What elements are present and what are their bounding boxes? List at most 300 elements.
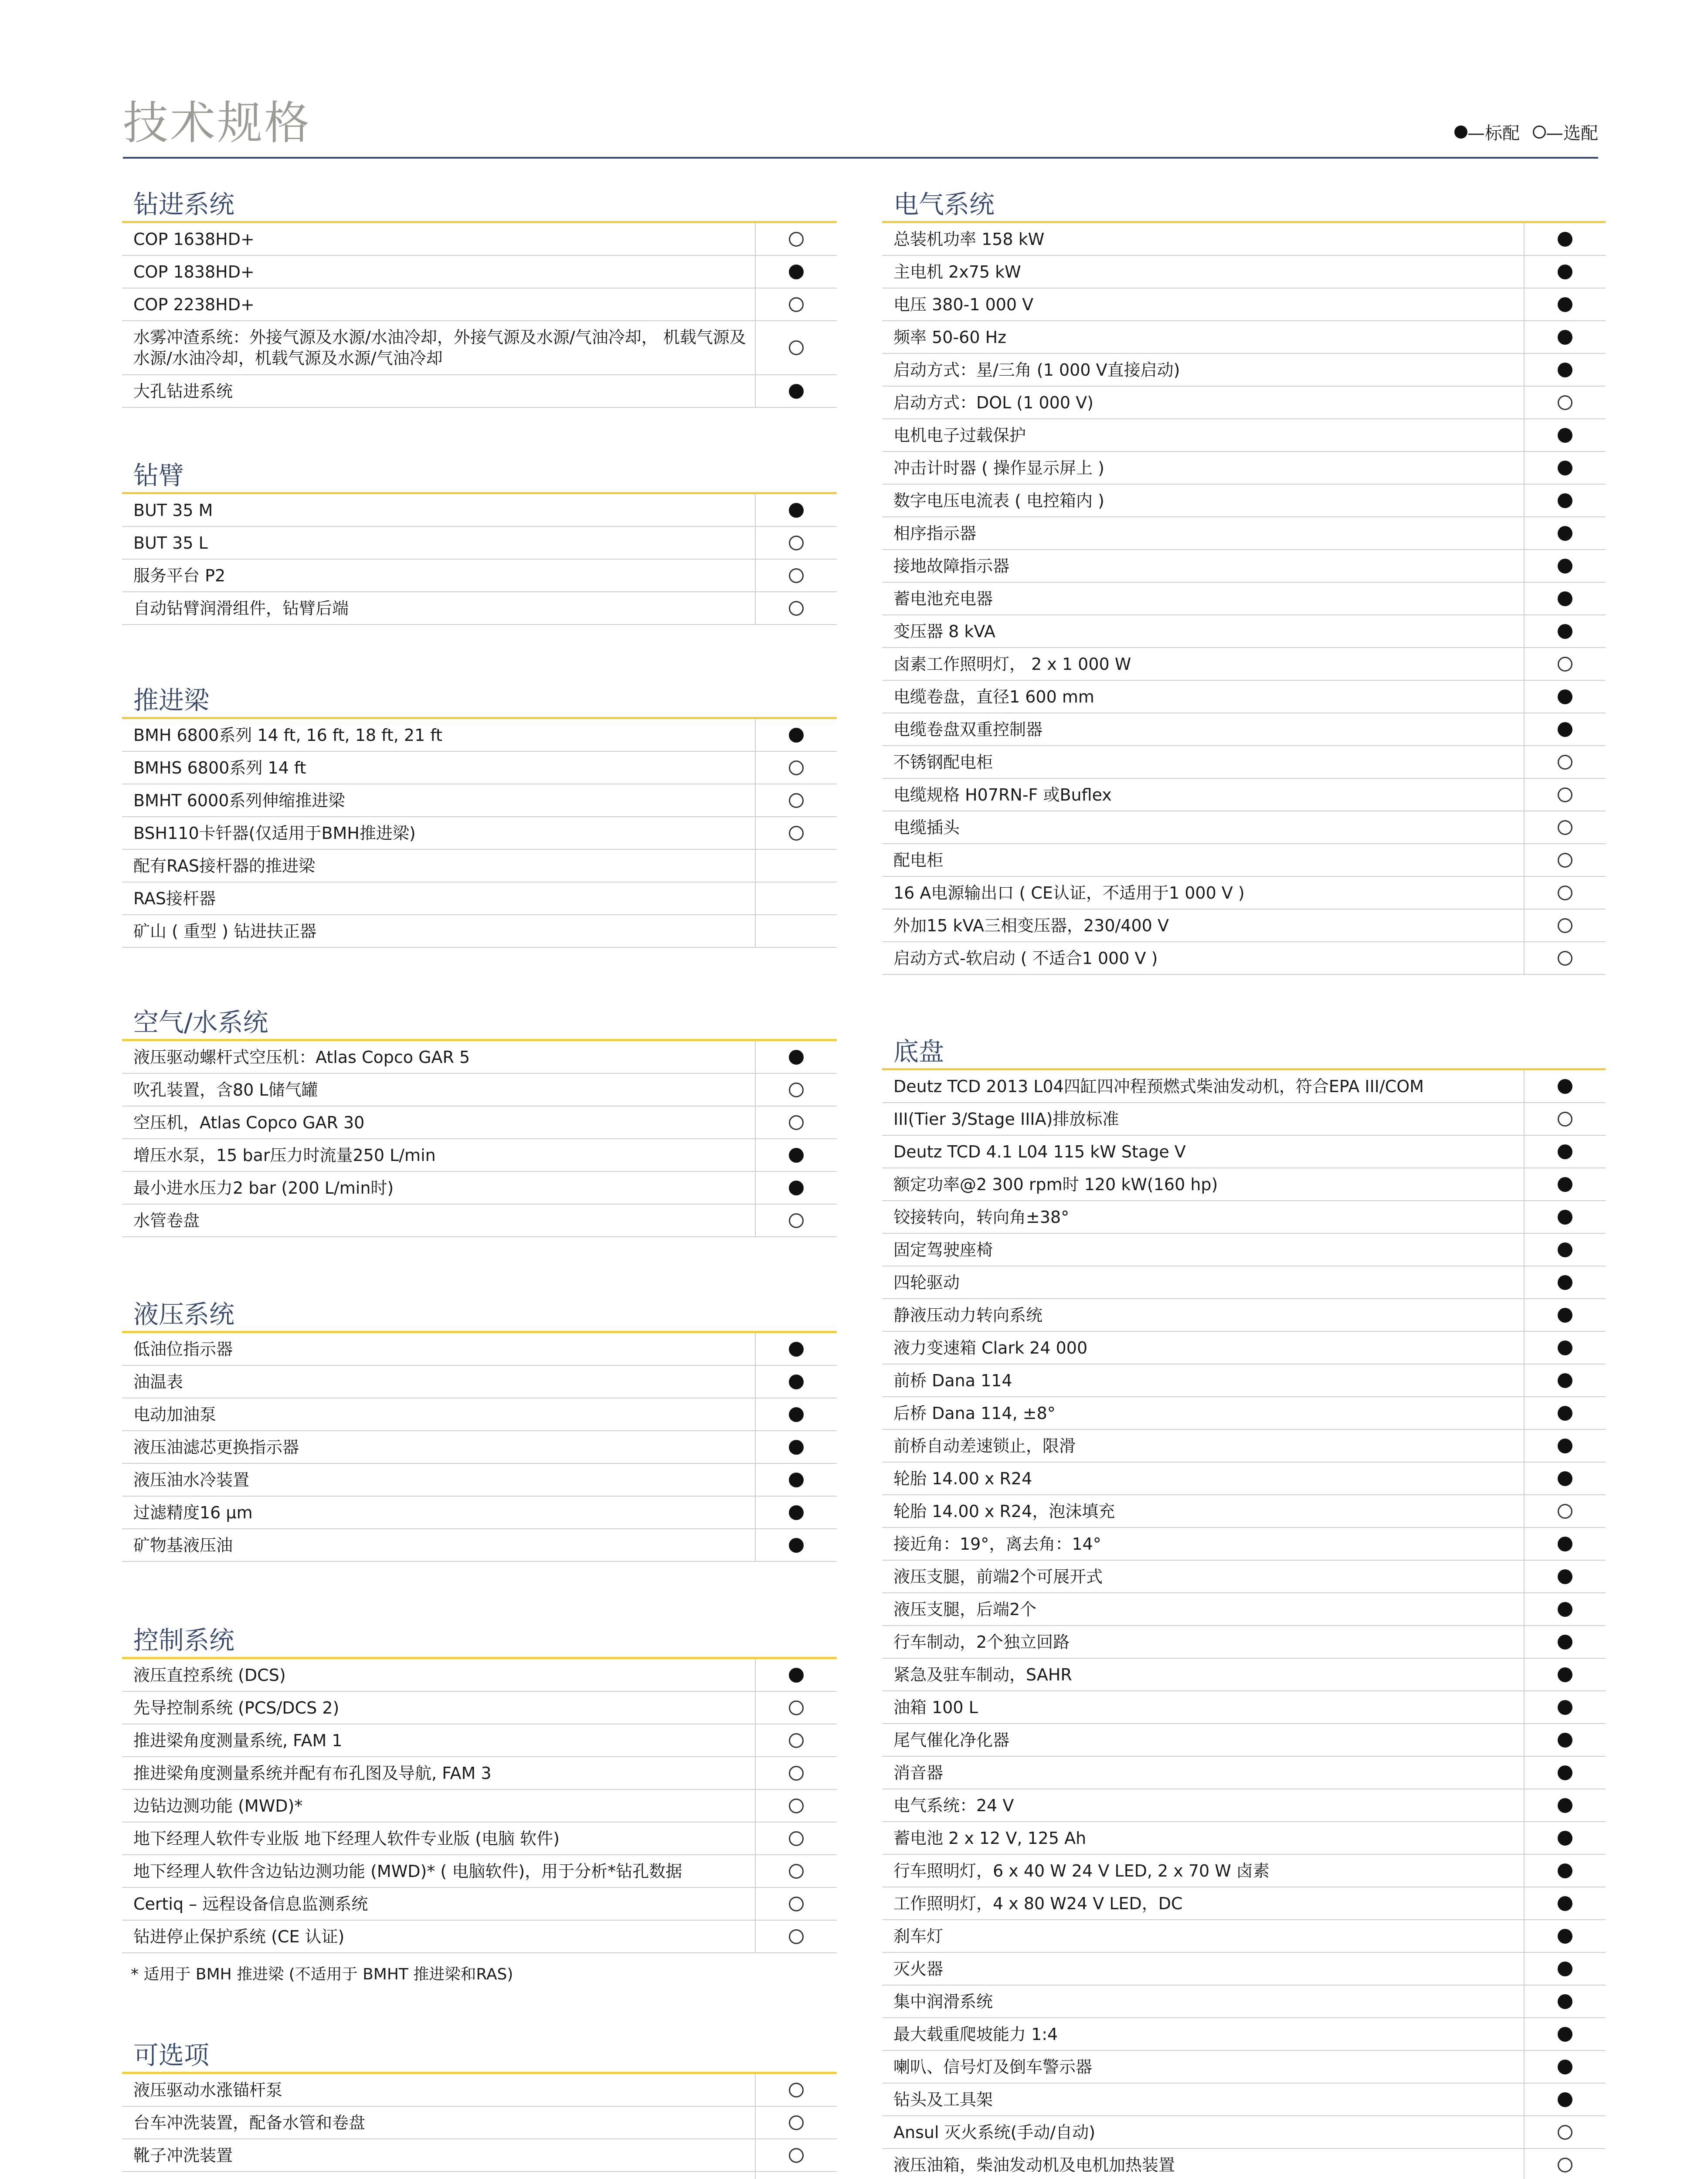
spec-row (122, 1724, 837, 1757)
spec-row (122, 1139, 837, 1172)
standard-dot-icon (1558, 1765, 1572, 1780)
spec-row (882, 419, 1606, 452)
spec-label: 推进梁角度测量系统, FAM 1 (133, 1731, 343, 1750)
optional-circle-icon (789, 760, 804, 775)
mark-cell (1524, 1332, 1606, 1364)
standard-dot-icon (1558, 1242, 1572, 1257)
spec-section (122, 684, 837, 948)
mark-cell (755, 1692, 837, 1724)
optional-circle-icon (789, 793, 804, 808)
mark-cell (1524, 288, 1606, 320)
spec-row (882, 1234, 1606, 1266)
spec-label: 集中润滑系统 (893, 1992, 993, 2011)
legend (1454, 119, 1598, 144)
spec-label: 不锈钢配电柜 (893, 752, 993, 772)
mark-cell (1524, 1103, 1606, 1135)
spec-row (882, 648, 1606, 681)
standard-dot-icon (1558, 1896, 1572, 1911)
spec-label: 配电柜 (893, 850, 944, 870)
spec-row (882, 1626, 1606, 1659)
standard-dot-icon (1558, 1667, 1572, 1682)
spec-label: 冲击计时器 ( 操作显示屏上 ) (893, 458, 1104, 478)
mark-cell (755, 1659, 837, 1691)
mark-cell (755, 817, 837, 849)
spec-label: 液压支腿，前端2个可展开式 (893, 1567, 1103, 1586)
mark-cell (1524, 550, 1606, 582)
spec-label: 电缆规格 H07RN-F 或Buflex (893, 785, 1112, 804)
section-title: 空气/水系统 (122, 1006, 837, 1041)
standard-dot-icon (1558, 1537, 1572, 1551)
mark-cell (755, 1888, 837, 1920)
standard-dot-icon (1558, 1373, 1572, 1388)
optional-circle-icon (1558, 787, 1572, 802)
mark-cell (1524, 910, 1606, 941)
spec-row (882, 844, 1606, 877)
mark-cell (755, 1106, 837, 1138)
mark-cell (755, 527, 837, 559)
spec-section (122, 188, 837, 408)
standard-dot-icon (1558, 1994, 1572, 2009)
spec-label: 电缆卷盘双重控制器 (893, 720, 1043, 739)
optional-circle-icon (789, 1083, 804, 1097)
mark-cell (1524, 1266, 1606, 1298)
standard-dot-icon (1558, 493, 1572, 508)
mark-cell (755, 1823, 837, 1854)
spec-row (882, 1136, 1606, 1168)
standard-dot-icon (1558, 1929, 1572, 1944)
standard-dot-icon (789, 1440, 804, 1455)
spec-label: BMHT 6000系列伸缩推进梁 (133, 791, 345, 810)
legend-standard-label: —标配 (1467, 123, 1520, 143)
spec-row (122, 256, 837, 288)
section-title: 电气系统 (882, 188, 1606, 223)
spec-label: 蓄电池充电器 (893, 589, 993, 608)
spec-section (882, 188, 1606, 975)
spec-row (882, 1103, 1606, 1136)
standard-dot-icon (1558, 1275, 1572, 1290)
spec-label: 启动方式：星/三角 (1 000 V直接启动) (893, 360, 1180, 380)
mark-cell (1524, 2051, 1606, 2083)
spec-label: 液力变速箱 Clark 24 000 (893, 1338, 1088, 1358)
standard-dot-icon (1558, 297, 1572, 312)
optional-circle-icon (1558, 918, 1572, 933)
spec-section (122, 459, 837, 625)
spec-label: 大孔钻进系统 (133, 381, 233, 401)
mark-cell (755, 752, 837, 784)
mark-cell (1524, 1626, 1606, 1658)
spec-label: 工作照明灯，4 x 80 W24 V LED，DC (893, 1894, 1183, 1913)
mark-cell (1524, 354, 1606, 386)
mark-cell (1524, 2018, 1606, 2050)
spec-label: 电动加油泵 (133, 1405, 217, 1424)
mark-cell (755, 256, 837, 288)
standard-dot-icon (1558, 1700, 1572, 1715)
optional-circle-icon (1558, 951, 1572, 966)
mark-cell (1524, 2084, 1606, 2115)
standard-dot-icon (1558, 232, 1572, 247)
spec-row (882, 746, 1606, 779)
standard-dot-icon (1558, 1831, 1572, 1846)
spec-label: 刹车灯 (893, 1926, 944, 1946)
mark-cell (1524, 1822, 1606, 1854)
mark-cell (1524, 1495, 1606, 1527)
mark-cell (755, 375, 837, 407)
spec-row (122, 882, 837, 915)
spec-label: 电缆卷盘，直径1 600 mm (893, 687, 1094, 706)
spec-label: Deutz TCD 4.1 L04 115 kW Stage V (893, 1142, 1186, 1161)
standard-dot-icon (1558, 363, 1572, 377)
spec-section (882, 1035, 1606, 2179)
spec-row (882, 1397, 1606, 1430)
optional-circle-icon (789, 1897, 804, 1911)
mark-cell (1524, 1920, 1606, 1952)
mark-cell (755, 321, 837, 374)
spec-row (882, 583, 1606, 615)
spec-row (122, 2172, 837, 2179)
spec-label: COP 1638HD+ (133, 229, 255, 249)
mark-cell (1524, 713, 1606, 745)
spec-row (122, 1431, 837, 1464)
spec-label: COP 2238HD+ (133, 295, 255, 314)
optional-circle-icon (789, 1766, 804, 1781)
spec-row (122, 1888, 837, 1921)
mark-cell (1524, 2116, 1606, 2148)
mark-cell (755, 494, 837, 526)
standard-dot-icon (1558, 1962, 1572, 1976)
spec-label: 轮胎 14.00 x R24 (893, 1469, 1032, 1488)
optional-circle-icon (789, 297, 804, 312)
standard-dot-icon (789, 1342, 804, 1357)
spec-label: 低油位指示器 (133, 1339, 233, 1359)
optional-circle-icon (1558, 395, 1572, 410)
mark-cell (755, 1139, 837, 1171)
spec-row (882, 1463, 1606, 1495)
spec-row (122, 1398, 837, 1431)
mark-cell (1524, 779, 1606, 811)
spec-row (122, 1757, 837, 1790)
spec-label: 液压驱动水涨锚杆泵 (133, 2080, 283, 2100)
mark-cell (755, 915, 837, 947)
mark-cell (1524, 1397, 1606, 1429)
spec-row (882, 1920, 1606, 1953)
mark-cell (755, 1041, 837, 1073)
mark-cell (755, 784, 837, 816)
spec-row (882, 1364, 1606, 1397)
spec-label: 先导控制系统 (PCS/DCS 2) (133, 1698, 340, 1717)
mark-cell (755, 1464, 837, 1496)
spec-row (882, 1855, 1606, 1887)
standard-dot-icon (789, 503, 804, 518)
standard-dot-icon (1558, 1210, 1572, 1225)
spec-row (882, 779, 1606, 811)
mark-cell (1524, 648, 1606, 680)
mark-cell (755, 1921, 837, 1952)
spec-label: 边钻边测功能 (MWD)* (133, 1796, 303, 1816)
spec-row (882, 485, 1606, 517)
optional-circle-icon (789, 1831, 804, 1846)
spec-row (882, 1789, 1606, 1822)
spec-row (122, 1659, 837, 1692)
spec-row (882, 1593, 1606, 1626)
spec-label: 四轮驱动 (893, 1273, 960, 1292)
spec-row (122, 1790, 837, 1823)
mark-cell (1524, 1528, 1606, 1560)
mark-cell (1524, 419, 1606, 451)
mark-cell (1524, 844, 1606, 876)
spec-section (122, 2039, 837, 2179)
section-title: 控制系统 (122, 1624, 837, 1659)
legend-standard (1454, 119, 1520, 144)
spec-row (122, 1497, 837, 1529)
standard-dot-icon (1558, 526, 1572, 541)
spec-label: 空压机，Atlas Copco GAR 30 (133, 1113, 365, 1132)
spec-row (882, 713, 1606, 746)
mark-cell (755, 2074, 837, 2106)
mark-cell (1524, 517, 1606, 549)
mark-cell (755, 288, 837, 320)
standard-dot-icon (1558, 1079, 1572, 1094)
spec-row (882, 1691, 1606, 1724)
spec-row (882, 1266, 1606, 1299)
mark-cell (1524, 1234, 1606, 1266)
spec-row (882, 387, 1606, 419)
spec-label: 轮胎 14.00 x R24，泡沫填充 (893, 1501, 1115, 1521)
spec-row (122, 223, 837, 256)
standard-dot-icon (789, 1538, 804, 1553)
spec-row (882, 321, 1606, 354)
standard-dot-icon (1558, 689, 1572, 704)
standard-dot-icon (1558, 330, 1572, 345)
spec-label: 卤素工作照明灯， 2 x 1 000 W (893, 654, 1131, 674)
spec-label: 主电机 2x75 kW (893, 262, 1021, 282)
spec-label: 液压油箱，柴油发动机及电机加热装置 (893, 2155, 1175, 2175)
optional-circle-icon (1558, 853, 1572, 868)
spec-label: BUT 35 M (133, 500, 213, 520)
standard-dot-icon (1558, 1439, 1572, 1453)
mark-cell (755, 1529, 837, 1561)
spec-row (122, 1041, 837, 1074)
standard-dot-icon (789, 1668, 804, 1683)
mark-cell (1524, 452, 1606, 484)
mark-cell (1524, 1659, 1606, 1690)
spec-row (122, 592, 837, 625)
spec-label: 接地故障指示器 (893, 556, 1010, 576)
standard-dot-icon (1558, 1471, 1572, 1486)
spec-label: 自动钻臂润滑组件，钻臂后端 (133, 598, 349, 618)
standard-dot-icon (1558, 1144, 1572, 1159)
spec-label: BMH 6800系列 14 ft, 16 ft, 18 ft, 21 ft (133, 725, 442, 745)
mark-cell (755, 592, 837, 624)
spec-label: 固定驾驶座椅 (893, 1240, 993, 1259)
standard-dot-icon (789, 1473, 804, 1487)
standard-dot-icon (789, 1505, 804, 1520)
standard-dot-icon (789, 1407, 804, 1422)
optional-circle-icon (1558, 1504, 1572, 1519)
spec-row (122, 560, 837, 592)
optional-circle-icon (789, 340, 804, 355)
mark-cell (1524, 1463, 1606, 1494)
spec-row (882, 1430, 1606, 1463)
spec-row (882, 354, 1606, 387)
mark-cell (1524, 942, 1606, 974)
spec-row (122, 850, 837, 882)
mark-cell (755, 1855, 837, 1887)
spec-row (122, 375, 837, 408)
spec-label: 电压 380-1 000 V (893, 295, 1034, 314)
spec-label: 最大载重爬坡能力 1:4 (893, 2024, 1058, 2044)
standard-dot-icon (789, 384, 804, 399)
optional-circle-icon (789, 1929, 804, 1944)
mark-cell (755, 882, 837, 914)
spec-label: 增压水泵，15 bar压力时流量250 L/min (133, 1145, 436, 1165)
optional-circle-icon (789, 1213, 804, 1228)
section-title: 液压系统 (122, 1298, 837, 1333)
spec-row (882, 910, 1606, 942)
spec-row (122, 1921, 837, 1953)
spec-label: COP 1838HD+ (133, 262, 255, 282)
mark-cell (755, 560, 837, 591)
spec-row (122, 2074, 837, 2107)
standard-dot-icon (1558, 1733, 1572, 1748)
optional-circle-icon (1558, 2158, 1572, 2172)
optional-circle-icon (789, 2148, 804, 2163)
mark-cell (1524, 2149, 1606, 2179)
spec-label: III(Tier 3/Stage IIIA)排放标准 (893, 1109, 1119, 1129)
optional-circle-icon (1558, 1112, 1572, 1127)
mark-cell (755, 1790, 837, 1822)
spec-row (882, 1201, 1606, 1234)
spec-row (882, 1953, 1606, 1986)
spec-label (122, 2178, 756, 2179)
spec-row (882, 2084, 1606, 2116)
spec-label: 接近角：19°，离去角：14° (893, 1534, 1101, 1554)
spec-label: 前桥 Dana 114 (893, 1371, 1012, 1390)
spec-row (122, 1823, 837, 1855)
spec-label: 水管卷盘 (133, 1211, 200, 1230)
spec-label: 相序指示器 (893, 523, 977, 543)
spec-label: 外加15 kVA三相变压器，230/400 V (893, 916, 1169, 935)
spec-label: 液压油水冷装置 (133, 1470, 250, 1490)
optional-circle-icon (789, 1700, 804, 1715)
spec-row (122, 1855, 837, 1888)
spec-row (122, 321, 837, 375)
optional-circle-icon (789, 2115, 804, 2130)
spec-label: 额定功率@2 300 rpm时 120 kW(160 hp) (893, 1174, 1218, 1194)
spec-row (882, 681, 1606, 713)
mark-cell (1524, 1887, 1606, 1919)
spec-section (122, 1006, 837, 1237)
spec-label: 液压支腿，后端2个 (893, 1599, 1037, 1619)
standard-dot-icon (1558, 2027, 1572, 2042)
spec-row (122, 784, 837, 817)
spec-section (122, 1298, 837, 1562)
spec-label: 台车冲洗装置，配备水管和卷盘 (133, 2113, 366, 2132)
spec-row (122, 1692, 837, 1724)
mark-cell (755, 2139, 837, 2171)
spec-row (882, 1070, 1606, 1103)
spec-label: 液压直控系统 (DCS) (133, 1665, 286, 1685)
spec-row (122, 1205, 837, 1237)
spec-row (882, 256, 1606, 288)
optional-circle-icon (789, 232, 804, 247)
standard-dot-icon (1558, 1863, 1572, 1878)
mark-cell (755, 1724, 837, 1756)
standard-dot-icon (789, 1181, 804, 1195)
spec-label: 地下经理人软件专业版 地下经理人软件专业版 (电脑 软件) (133, 1829, 560, 1848)
mark-cell (1524, 1299, 1606, 1331)
spec-row (122, 1172, 837, 1205)
mark-cell (755, 2172, 837, 2179)
standard-dot-icon (1558, 722, 1572, 737)
optional-circle-icon (789, 1733, 804, 1748)
spec-label: 配有RAS接杆器的推进梁 (133, 856, 315, 876)
spec-row (882, 2051, 1606, 2084)
page-header (123, 92, 1598, 161)
empty-circle-icon (1533, 126, 1546, 139)
mark-cell (1524, 811, 1606, 843)
spec-label: 16 A电源输出口 ( CE认证，不适用于1 000 V ) (893, 883, 1245, 903)
optional-circle-icon (1558, 657, 1572, 672)
mark-cell (755, 2107, 837, 2138)
mark-cell (1524, 1561, 1606, 1592)
spec-row (882, 452, 1606, 485)
mark-cell (755, 223, 837, 255)
spec-label: 变压器 8 kVA (893, 621, 995, 641)
standard-dot-icon (1558, 461, 1572, 475)
spec-row (882, 1495, 1606, 1528)
spec-label: 油温表 (133, 1372, 183, 1392)
spec-row (122, 1366, 837, 1398)
standard-dot-icon (1558, 624, 1572, 639)
spec-label: RAS接杆器 (133, 889, 216, 908)
spec-label: 启动方式-软启动 ( 不适合1 000 V ) (893, 948, 1158, 968)
spec-label: Certiq – 远程设备信息监测系统 (133, 1894, 368, 1914)
spec-label: 电气系统：24 V (893, 1795, 1014, 1815)
spec-row (882, 288, 1606, 321)
standard-dot-icon (1558, 2060, 1572, 2074)
spec-row (882, 1168, 1606, 1201)
mark-cell (1524, 1757, 1606, 1789)
section-title: 推进梁 (122, 684, 837, 719)
section-title: 钻臂 (122, 459, 837, 494)
standard-dot-icon (1558, 1341, 1572, 1355)
mark-cell (755, 1366, 837, 1398)
spec-label: BMHS 6800系列 14 ft (133, 758, 306, 777)
mark-cell (755, 1333, 837, 1365)
legend-optional (1533, 119, 1598, 144)
spec-row (882, 2149, 1606, 2179)
spec-label: 后桥 Dana 114, ±8° (893, 1403, 1056, 1423)
spec-label: 油箱 100 L (893, 1697, 978, 1717)
mark-cell (1524, 321, 1606, 353)
spec-row (882, 615, 1606, 648)
spec-label: 行车制动，2个独立回路 (893, 1632, 1070, 1652)
standard-dot-icon (1558, 591, 1572, 606)
standard-dot-icon (1558, 2092, 1572, 2107)
spec-label: 过滤精度16 μm (133, 1503, 253, 1522)
spec-row (882, 2116, 1606, 2149)
standard-dot-icon (1558, 1569, 1572, 1584)
optional-circle-icon (1558, 2125, 1572, 2140)
optional-circle-icon (789, 1864, 804, 1879)
page-title: 技术规格 (123, 96, 312, 149)
spec-row (882, 877, 1606, 910)
spec-label: 电机电子过载保护 (893, 425, 1026, 445)
spec-label: BSH110卡钎器(仅适用于BMH推进梁) (133, 823, 416, 843)
mark-cell (755, 1074, 837, 1106)
spec-row (882, 517, 1606, 550)
spec-row (122, 494, 837, 527)
